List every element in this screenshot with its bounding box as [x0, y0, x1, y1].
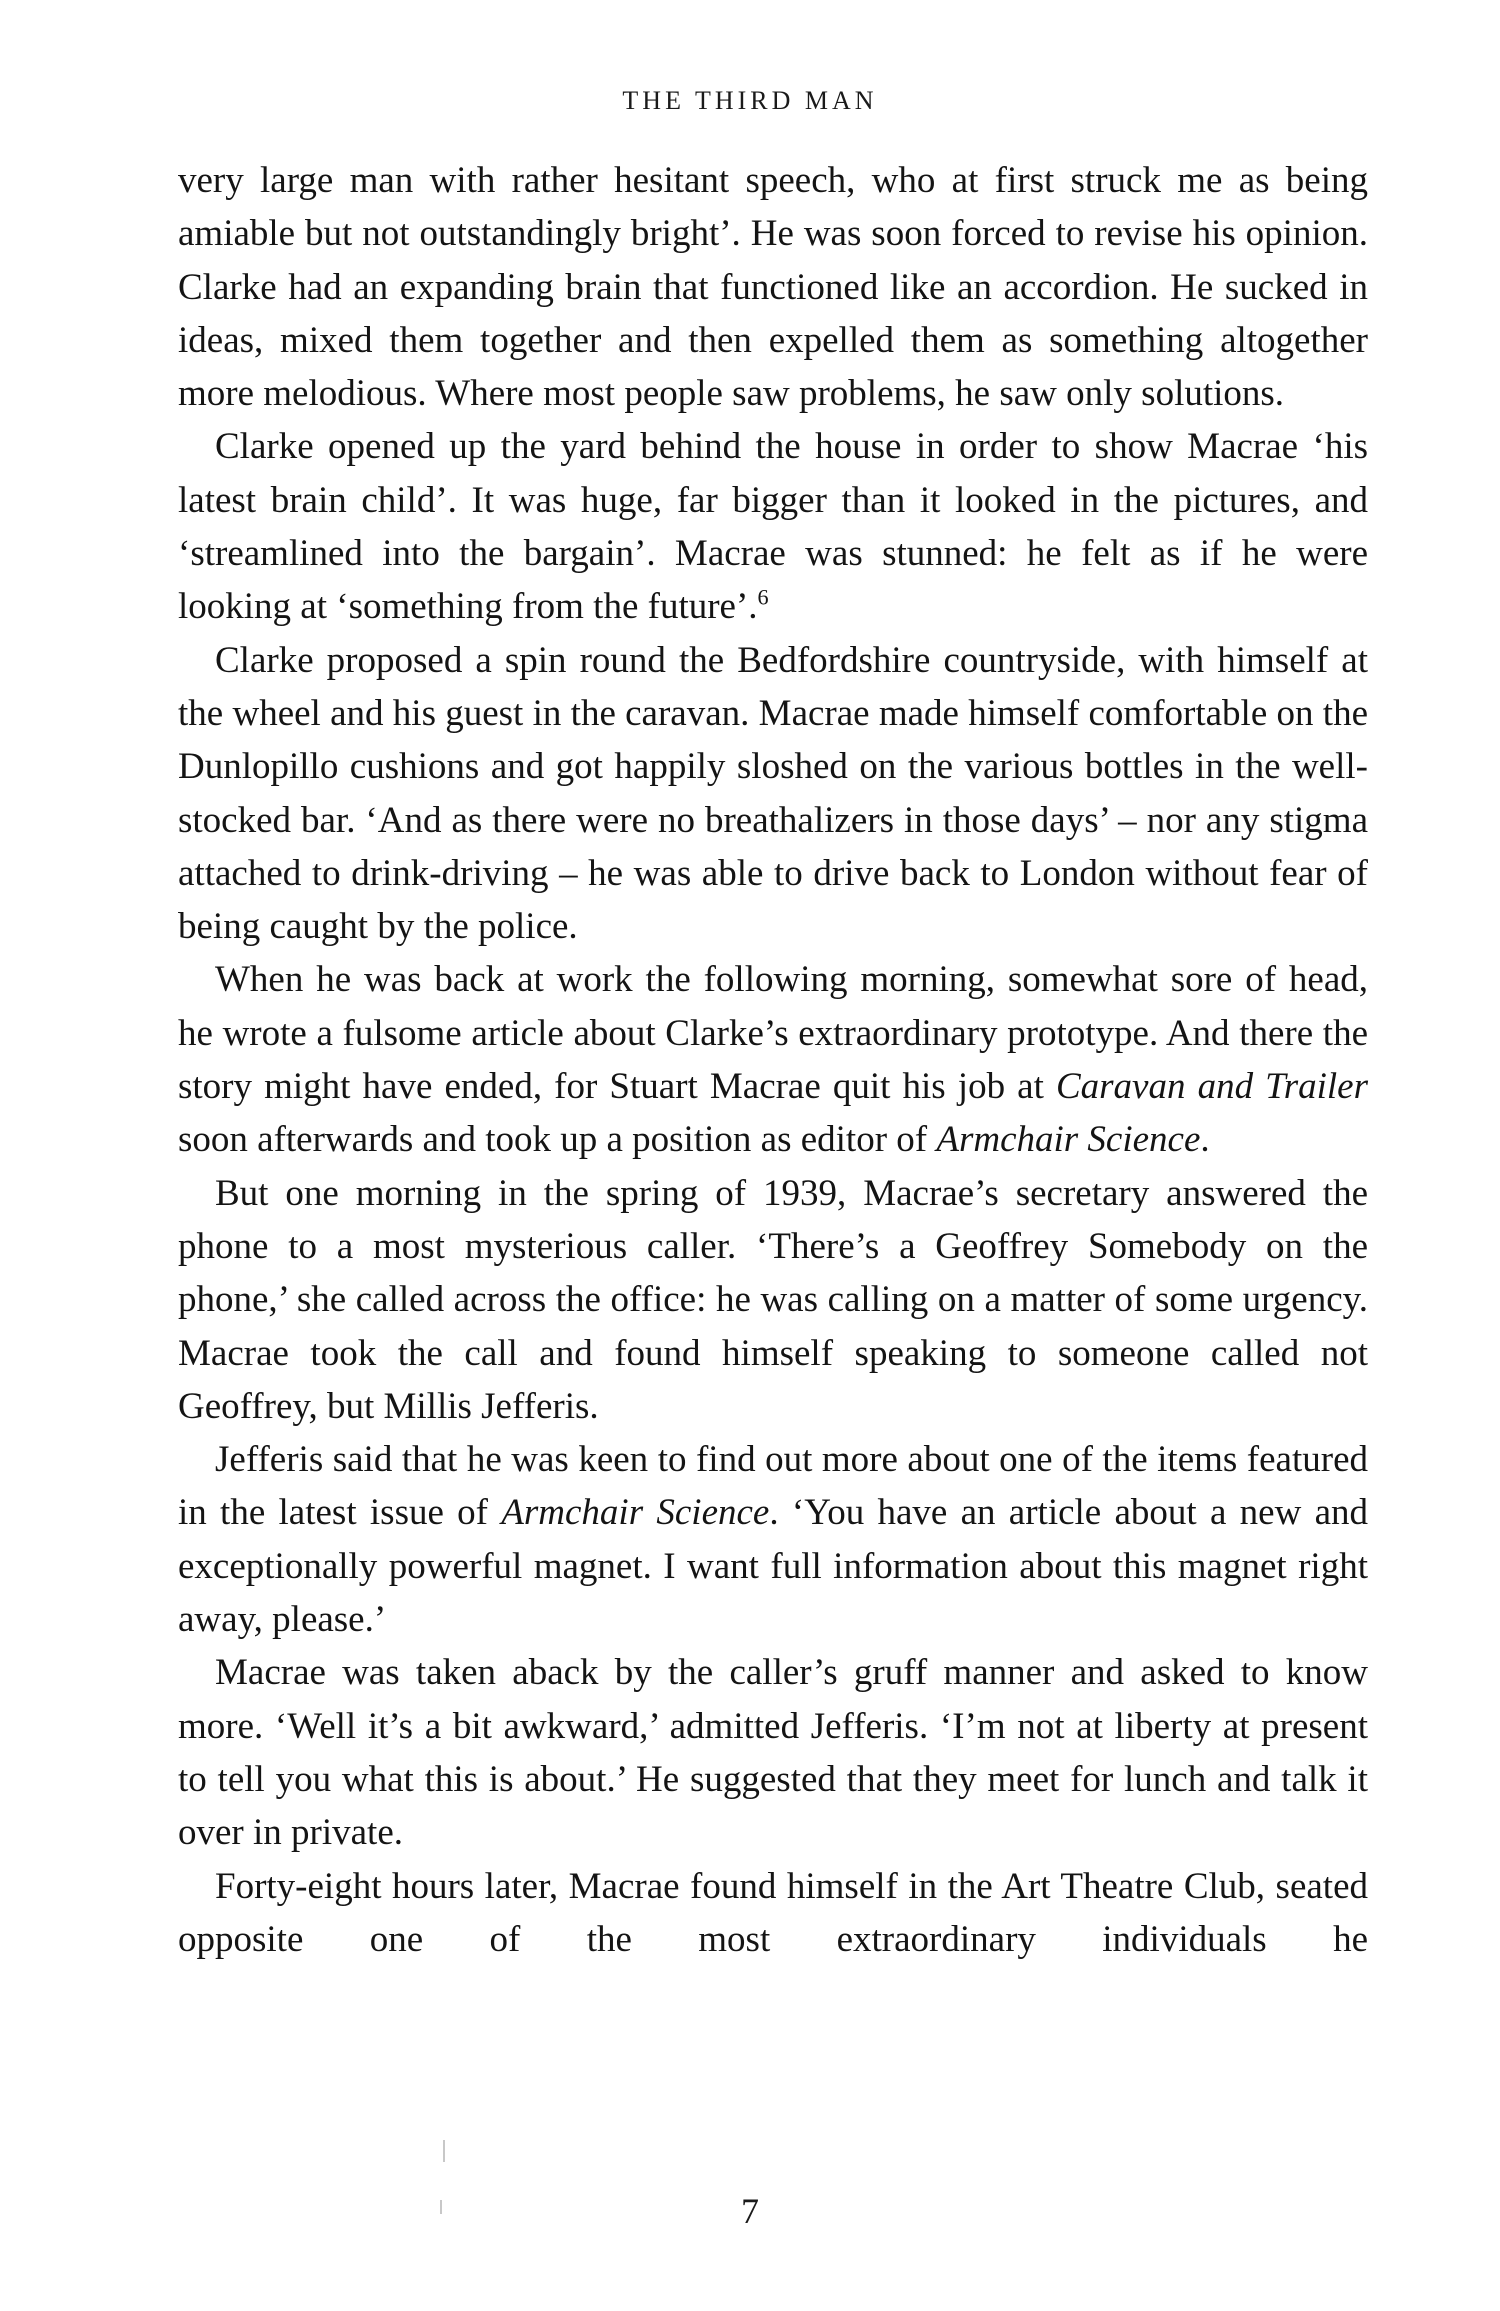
page-number: 7 [741, 2191, 759, 2231]
paragraph-6-text-b: . ‘You have an article about a new and exceptionally powerful magnet. I want full information about this magnet right away, please.’ [178, 1492, 1369, 1641]
paragraph-7 [178, 1646, 1368, 1859]
paragraph-5 [178, 1167, 1368, 1433]
magazine-title-armchair-science: Armchair Science [501, 1492, 770, 1534]
paragraph-2-text: Clarke opened up the yard behind the house in order to show Macrae ‘his latest brain child’. It was huge, far bigger than it looked in the pictures, and ‘streamlined into the bargain’. Macrae was stunned: he felt as if he were looking at ‘something from the future’. [178, 426, 1368, 628]
paragraph-8 [178, 1860, 1368, 1967]
paragraph-6 [178, 1433, 1368, 1646]
footnote-reference: 6 [757, 585, 769, 611]
paragraph-2 [178, 420, 1368, 633]
magazine-title-armchair-science: Armchair Science [936, 1119, 1201, 1161]
paragraph-3-text: Clarke proposed a spin round the Bedfordshire countryside, with himself at the wheel and his guest in the caravan. Macrae made himself comfortable on the Dunlopillo cushions and got happily sloshed on the various bottles in the well-stocked bar. ‘And as there were no breathalizers in those days’ – nor any stigma attached to drink-driving – he was able to drive back to London without fear of being caught by the police. [178, 639, 1368, 948]
paragraph-4-text-a: When he was back at work the following morning, somewhat sore of head, he wrote a fulsome article about Clarke’s extraordinary prototype. And there the story might have ended, for Stuart Macrae quit his job at [178, 959, 1368, 1108]
body-text [178, 154, 1368, 1966]
paragraph-1-text: very large man with rather hesitant speech, who at first struck me as being amiable but not outstandingly bright’. He was soon forced to revise his opinion. Clarke had an expanding brain that functioned like an accordion. He sucked in ideas, mixed them together and then expelled them as something altogether more melodious. Where most people saw problems, he saw only solutions. [178, 160, 1368, 415]
paragraph-4 [178, 953, 1368, 1166]
paragraph-5-text: But one morning in the spring of 1939, Macrae’s secretary answered the phone to a most mysterious caller. ‘There’s a Geoffrey Somebody on the phone,’ she called across the office: he was calling on a matter of some urgency. Macrae took the call and found himself speaking to someone called not Geoffrey, but Millis Jefferis. [178, 1172, 1368, 1427]
running-head: THE THIRD MAN [622, 86, 878, 115]
paragraph-4-text-c: . [1200, 1119, 1210, 1161]
paragraph-1 [178, 154, 1368, 420]
paragraph-4-text-b: soon afterwards and took up a position as editor of [178, 1119, 937, 1161]
scan-mark [443, 2140, 445, 2162]
paragraph-7-text: Macrae was taken aback by the caller’s gruff manner and asked to know more. ‘Well it’s a bit awkward,’ admitted Jefferis. ‘I’m not at liberty at present to tell you what this is about.’ He suggested that they meet for lunch and talk it over in private. [178, 1652, 1368, 1854]
magazine-title-caravan-and-trailer: Caravan and Trailer [1055, 1066, 1368, 1108]
paragraph-8-text: Forty-eight hours later, Macrae found himself in the Art Theatre Club, seated opposite one of the most extraordinary individuals he [178, 1865, 1368, 1960]
paragraph-3 [178, 634, 1368, 954]
paragraph-6-text-a: Jefferis said that he was keen to find out more about one of the items featured in the latest issue of [178, 1439, 1368, 1534]
